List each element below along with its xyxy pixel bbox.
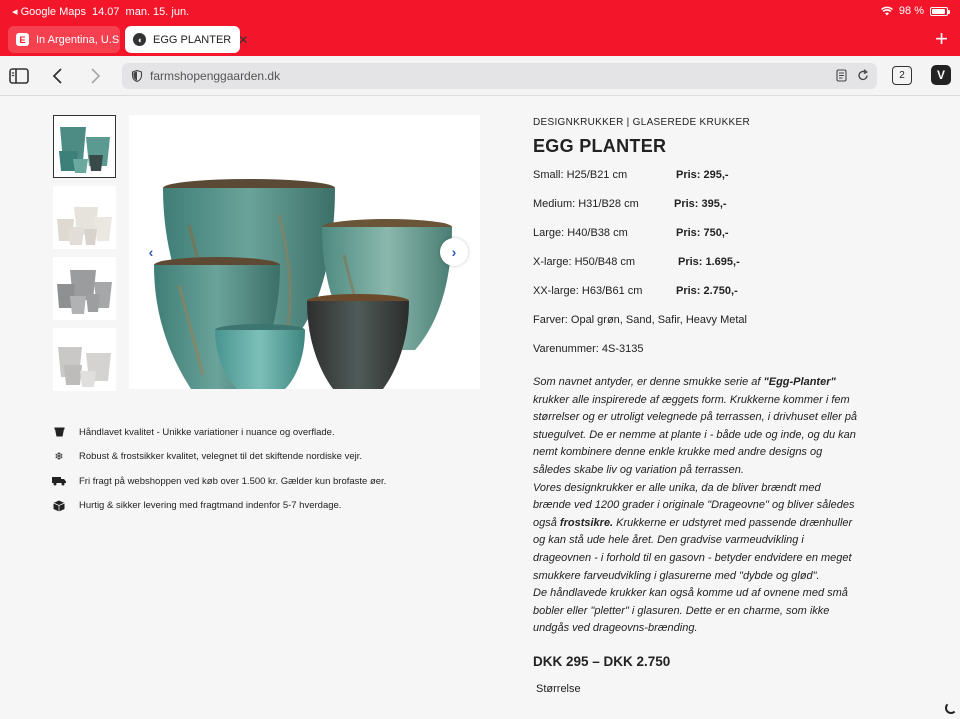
product-main-image <box>129 115 480 389</box>
battery-percent: 98 % <box>898 5 924 17</box>
back-app-label: Google Maps <box>20 6 87 18</box>
desc-p3: De håndlavede krukker kan også komme ud af ovnene med små bobler eller "pletter" i glasuren. Dette er en charme, som ikke undgås ved drageovns-brænding. <box>533 587 848 635</box>
thumbnail-safir[interactable] <box>53 257 116 320</box>
size-text: Large: H40/B38 cm <box>533 227 628 239</box>
size-price-row <box>533 227 863 256</box>
browser-chrome-top <box>0 0 960 56</box>
tab-in-argentina[interactable] <box>8 26 120 53</box>
feature-text: Fri fragt på webshoppen ved køb over 1.500 kr. Gælder kun brofaste øer. <box>79 475 387 487</box>
news-favicon-icon: E <box>16 33 29 46</box>
price-text: Pris: 395,- <box>674 198 727 210</box>
product-item-number: Varenummer: 4S-3135 <box>533 343 644 355</box>
reload-icon[interactable] <box>857 69 869 82</box>
tab-label: EGG PLANTER <box>153 33 232 46</box>
desc-p2-rest: Krukkerne er udstyret med passende drænhuller og kan stå ude hele året. Den gradvise varmeudvikling i drageovnen - i forhold til en gasovn - betyder endvidere en meget smukkere farveudvikling i glasurerne med "dybde og glød". <box>533 516 853 582</box>
url-text: farmshopenggaarden.dk <box>150 69 281 83</box>
tab-egg-planter[interactable] <box>125 26 249 53</box>
sidebar-panel-icon[interactable] <box>8 65 30 87</box>
pot-icon <box>53 427 65 437</box>
size-price-row <box>533 285 863 314</box>
status-time: 14.07 <box>92 5 120 18</box>
desc-p1-bold: "Egg-Planter" <box>763 376 836 388</box>
feature-text: Robust & frostsikker kvalitet, velegnet til det skiftende nordiske vejr. <box>79 451 363 463</box>
url-field[interactable] <box>122 63 877 89</box>
size-price-row <box>533 256 863 285</box>
back-to-app-link[interactable]: ◂ Google Maps <box>12 6 87 18</box>
size-price-row <box>533 169 863 198</box>
size-text: XX-large: H63/B61 cm <box>533 285 643 297</box>
tab-label: In Argentina, U.S <box>36 33 120 46</box>
snowflake-icon: ❄ <box>54 451 64 464</box>
status-bar <box>0 0 960 22</box>
desc-p1-rest: krukker alle inspirerede af æggets form. Krukkerne kommer i fem størrelser og er utroligt velegnede på terrassen, i drivhuset eller på stuegulvet. De er nemme at plante i - både ude og inde, og du kan nemt kombinere denne enkle krukke med andre designs og således skabe liv og variation på terrassen. <box>533 393 858 476</box>
package-icon <box>53 500 65 512</box>
back-arrow-icon[interactable] <box>47 65 69 87</box>
new-tab-plus-icon[interactable]: + <box>935 26 948 51</box>
address-toolbar <box>0 56 960 96</box>
product-description <box>533 374 861 638</box>
desc-p1: Som navnet antyder, er denne smukke serie af <box>533 376 764 388</box>
forward-arrow-icon[interactable] <box>84 65 106 87</box>
status-date: man. 15. jun. <box>125 5 190 18</box>
price-text: Pris: 2.750,- <box>676 285 738 297</box>
feature-text: Håndlavet kvalitet - Unikke variationer i nuance og overflade. <box>79 426 335 438</box>
wifi-icon <box>881 7 893 16</box>
vivaldi-menu-icon[interactable]: V <box>931 65 951 85</box>
size-price-row <box>533 198 863 227</box>
feature-item <box>53 469 473 494</box>
size-price-list <box>533 169 863 314</box>
egg-planter-pots-image <box>129 115 480 389</box>
price-text: Pris: 295,- <box>676 169 729 181</box>
desc-p2-bold: frostsikre. <box>559 516 614 529</box>
image-next-chevron-icon[interactable]: › <box>440 238 468 266</box>
desc-p2: Vores designkrukker er alle unika, da de bliver brændt med brænde ved 1200 grader i originale "Drageovne" og bliver således også <box>533 481 855 529</box>
feature-text: Hurtig & sikker levering med fragtmand indenfor 5-7 hverdage. <box>79 500 342 512</box>
shop-favicon-icon: ◖ <box>133 33 146 46</box>
image-prev-chevron-icon[interactable]: ‹ <box>148 244 154 260</box>
feature-item <box>53 445 473 470</box>
size-text: Small: H25/B21 cm <box>533 169 628 181</box>
size-text: X-large: H50/B48 cm <box>533 256 636 268</box>
battery-icon <box>930 7 948 16</box>
product-category: DESIGNKRUKKER | GLASEREDE KRUKKER <box>533 117 750 128</box>
product-info <box>533 117 863 695</box>
feature-item <box>53 494 473 519</box>
price-text: Pris: 750,- <box>676 227 729 239</box>
product-thumbnails <box>53 115 116 399</box>
truck-icon <box>53 476 65 486</box>
size-text: Medium: H31/B28 cm <box>533 198 639 210</box>
size-select-label: Størrelse <box>536 682 581 695</box>
product-title: EGG PLANTER <box>533 136 667 156</box>
shield-icon <box>132 70 142 82</box>
thumbnail-sand[interactable] <box>53 186 116 249</box>
feature-item <box>53 420 473 445</box>
reader-view-icon[interactable] <box>836 69 847 82</box>
thumbnail-opal-green[interactable] <box>53 115 116 178</box>
price-range: DKK 295 – DKK 2.750 <box>533 653 671 669</box>
feature-list <box>53 420 473 518</box>
close-tab-icon[interactable]: ✕ <box>238 32 249 47</box>
price-text: Pris: 1.695,- <box>678 256 740 268</box>
product-colors: Farver: Opal grøn, Sand, Safir, Heavy Metal <box>533 314 747 326</box>
loading-spinner-icon <box>945 702 957 714</box>
thumbnail-heavy-metal[interactable] <box>53 328 116 391</box>
tab-switcher-button[interactable]: 2 <box>892 66 912 85</box>
